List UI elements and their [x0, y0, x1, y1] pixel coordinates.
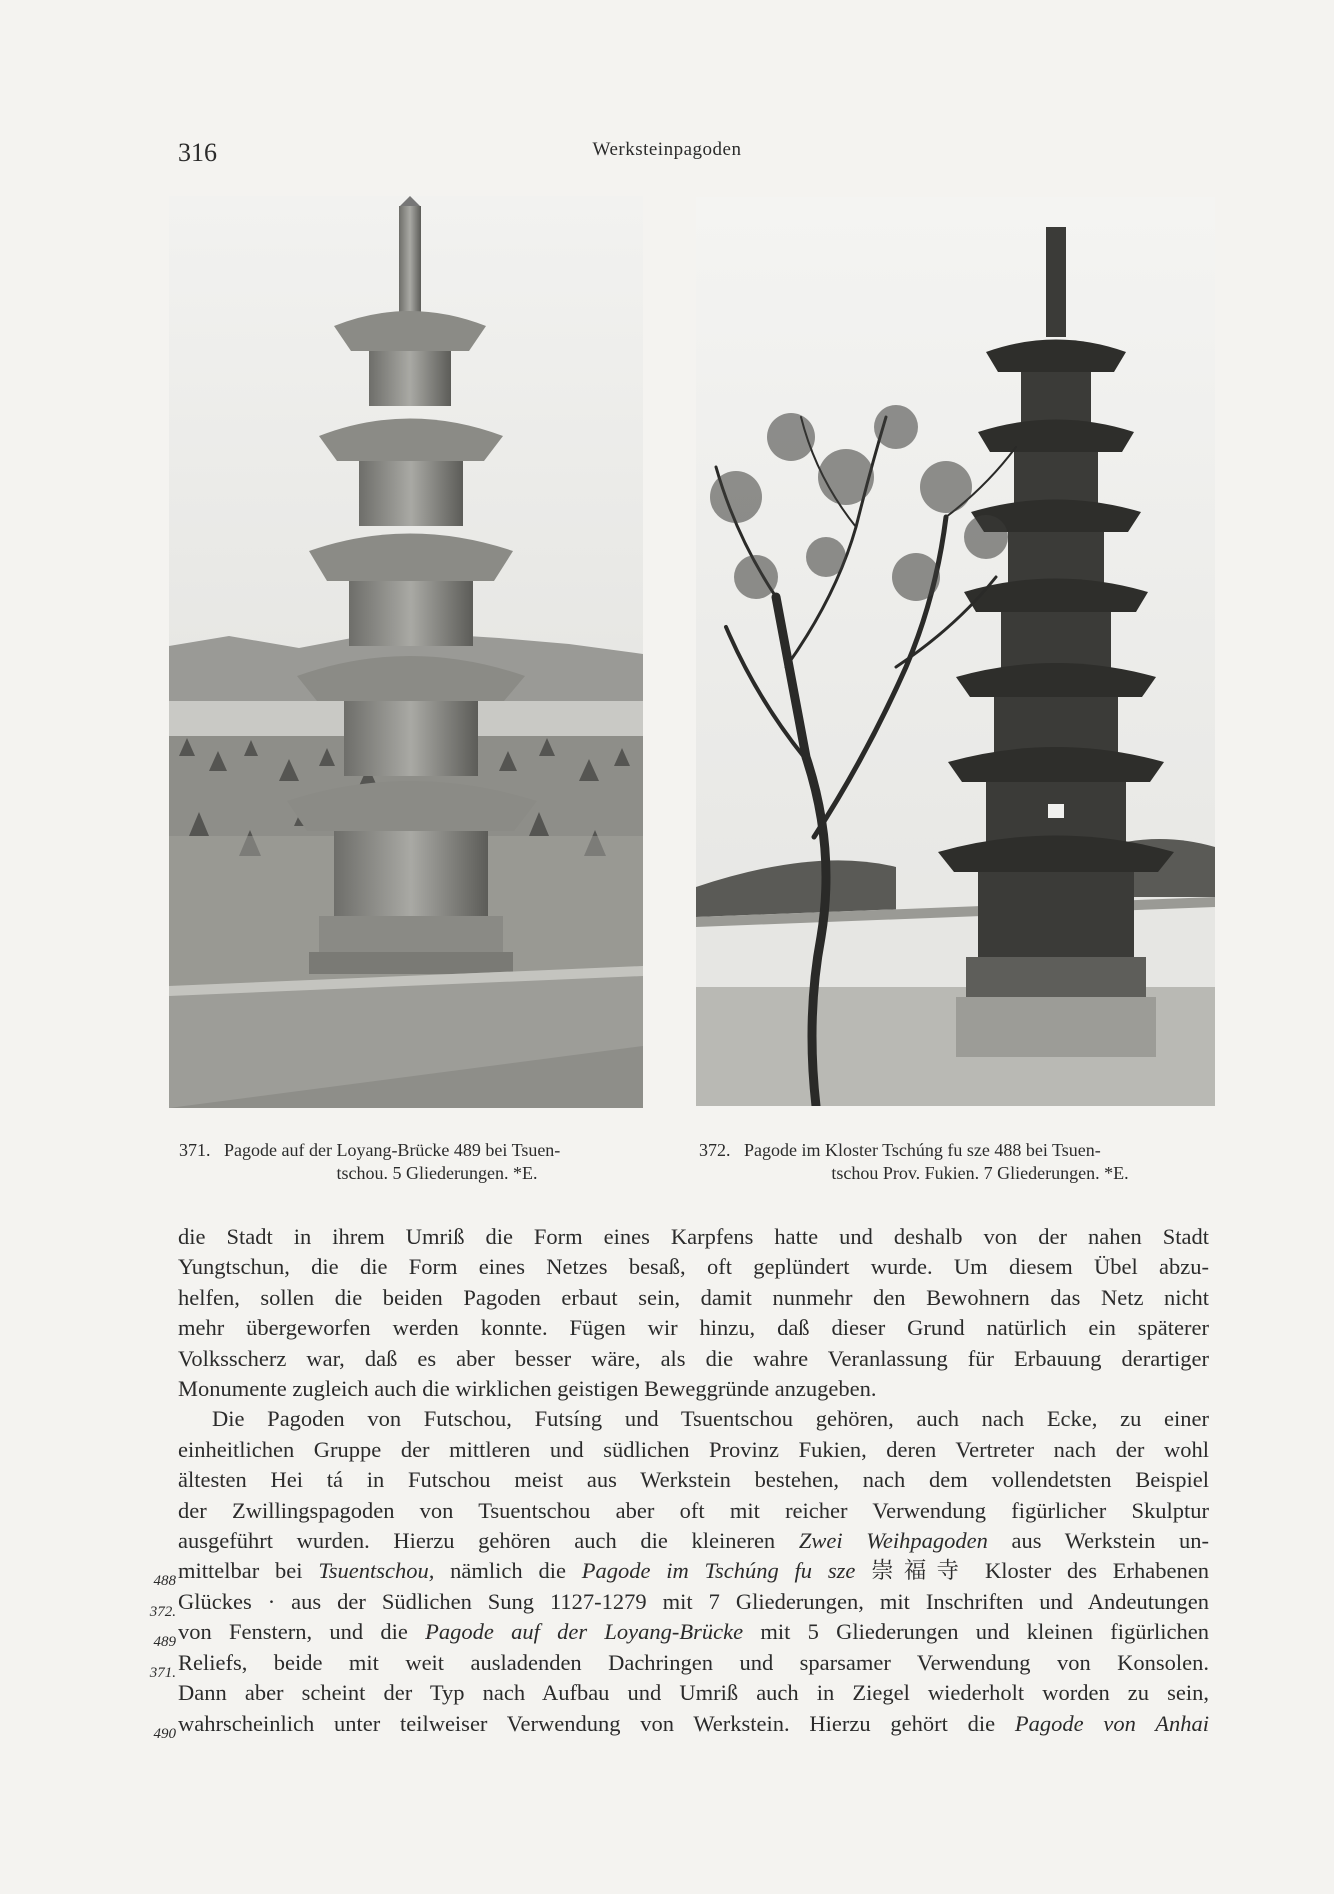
- text-line: die Stadt in ihrem Umriß die Form eines Karpfens hatte und deshalb von der nahen Stadt: [178, 1224, 1209, 1249]
- photo-pagoda-tschung-fu-sze: [696, 197, 1215, 1106]
- text-line: der Zwillingspagoden von Tsuentschou aber oft mit reicher Verwendung figürlicher Skulptur: [178, 1497, 1209, 1523]
- text-line: ausgeführt wurden. Hierzu gehören auch die kleineren Zwei Weihpagoden aus Werkstein un-: [178, 1528, 1209, 1554]
- place-name: Zwei Weihpagoden: [798, 1528, 988, 1554]
- margin-note: 489: [153, 1634, 176, 1650]
- text-line: mittelbar bei Tsuentschou, nämlich die Pagode im Tschúng fu sze 崇福寺 Kloster des Erhabenen: [178, 1558, 1209, 1584]
- text-line: Glückes · aus der Südlichen Sung 1127-1279 mit 7 Gliederungen, mit Inschriften und Andeutungen: [178, 1588, 1209, 1614]
- margin-note: 371.: [149, 1665, 176, 1681]
- caption-text: tschou. 5 Gliederungen. *E.: [336, 1163, 538, 1183]
- text-line: ältesten Hei tá in Futschou meist aus Werkstein bestehen, nach dem vollendetsten Beispiel: [178, 1467, 1209, 1493]
- text-line: Dann aber scheint der Typ nach Aufbau und Umriß auch in Ziegel wiederholt worden zu sein,: [178, 1680, 1209, 1706]
- photo-pagoda-loyang-bridge: [169, 196, 643, 1108]
- figure-caption-372: [699, 1139, 1216, 1185]
- text-line: einheitlichen Gruppe der mittleren und südlichen Provinz Fukien, deren Vertreter nach der wohl: [178, 1436, 1209, 1462]
- text-line: Yungtschun, die die Form eines Netzes besaß, oft geplündert wurde. Um diesem Übel abzu-: [178, 1254, 1209, 1280]
- page-number: 316: [178, 138, 217, 167]
- place-name: Tsuentschou,: [318, 1558, 435, 1584]
- margin-note: 488: [153, 1573, 176, 1589]
- margin-note: 372.: [149, 1604, 176, 1620]
- body-text: [178, 1222, 1209, 1739]
- margin-note: 490: [153, 1726, 176, 1742]
- caption-text: Pagode im Kloster Tschúng fu sze 488 bei Tsuen-: [744, 1140, 1101, 1160]
- text-line: helfen, sollen die beiden Pagoden erbaut sein, damit nunmehr den Bewohnern das Netz nicht: [178, 1284, 1209, 1310]
- place-name: Pagode von Anhai: [1014, 1710, 1209, 1736]
- figure-caption-371: [179, 1139, 650, 1185]
- place-name: Pagode im Tschúng fu sze: [581, 1558, 856, 1584]
- text-line: Volksscherz war, daß es aber besser wäre, als die wahre Veranlassung für Erbauung derartiger: [178, 1345, 1209, 1371]
- caption-text: tschou Prov. Fukien. 7 Gliederungen. *E.: [831, 1163, 1129, 1183]
- text-line: von Fenstern, und die Pagode auf der Loyang-Brücke mit 5 Gliederungen und kleinen figürlichen: [178, 1619, 1209, 1645]
- text-line: mehr übergeworfen werden konnte. Fügen wir hinzu, daß dieser Grund natürlich ein späterer: [178, 1315, 1209, 1341]
- text-line: Die Pagoden von Futschou, Futsíng und Tsuentschou gehören, auch nach Ecke, zu einer: [212, 1406, 1209, 1432]
- figure-number: 372.: [699, 1140, 731, 1160]
- place-name: Pagode auf der Loyang-Brücke: [425, 1619, 744, 1645]
- text-line: Reliefs, beide mit weit ausladenden Dachringen und sparsamer Verwendung von Konsolen.: [178, 1649, 1209, 1675]
- running-title: Werksteinpagoden: [592, 139, 742, 160]
- caption-text: Pagode auf der Loyang-Brücke 489 bei Tsuen-: [224, 1140, 561, 1160]
- text-line: Monumente zugleich auch die wirklichen geistigen Beweggründe anzugeben.: [178, 1376, 877, 1402]
- text-line: wahrscheinlich unter teilweiser Verwendung von Werkstein. Hierzu gehört die Pagode von Anhai: [178, 1710, 1209, 1736]
- figure-number: 371.: [179, 1140, 211, 1160]
